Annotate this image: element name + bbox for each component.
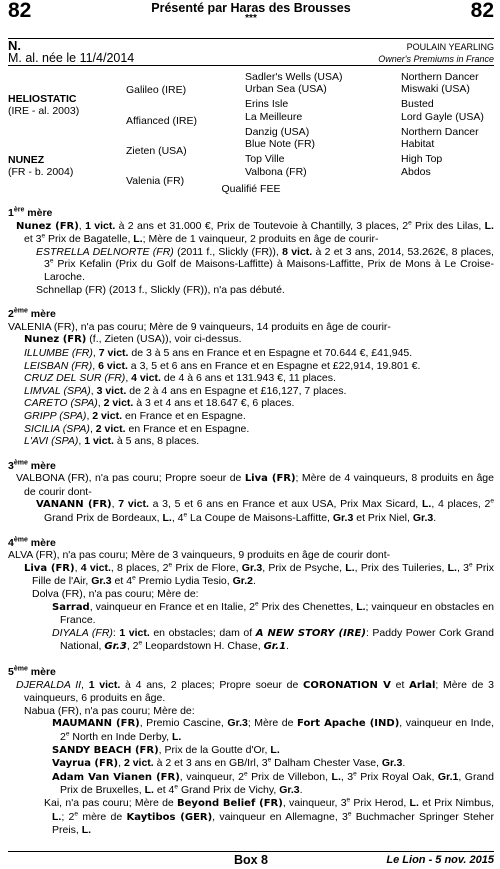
horse-name: N. <box>8 38 21 53</box>
paragraph: ALVA (FR), n'a pas couru; Mère de 3 vainqueurs, 9 produits en âge de courir dont- <box>8 549 391 562</box>
paragraph: CARETO (SPA), 2 vict. à 3 et 4 ans et 18.647 €, 6 places. <box>24 397 295 410</box>
sale-type: POULAIN YEARLING <box>406 42 494 52</box>
paragraph: ESTRELLA DELNORTE (FR) (2011 f., Slickly (FR)), 8 vict. à 2 et 3 ans, 2014, 53.262€, 8 places, 3e Prix Kefalin (Prix du Golf de Maisons-Laffitte) à Maisons-Laffitte, Prix de Mons à Le Croise-Laroche. <box>36 245 494 283</box>
paragraph: DIYALA (FR): 1 vict. en obstacles; dam of A NEW STORY (IRE): Paddy Power Cork Grand National, Gr.3, 2e Leopardstown H. Chase, Gr.1. <box>52 626 494 653</box>
qualified-note: Qualifié FEE <box>221 183 281 195</box>
horse-info: M. al. née le 11/4/2014 <box>8 51 135 65</box>
paragraph: LEISBAN (FR), 6 vict. a 3, 5 et 6 ans en France et en Espagne et £22,914, 19.801 €. <box>24 359 421 372</box>
pedigree-g4-3: Busted <box>401 98 434 110</box>
pedigree-g4-4: Lord Gayle (USA) <box>401 111 484 123</box>
paragraph: CRUZ DEL SUR (FR), 4 vict. de 4 à 6 ans et 131.943 €, 11 places. <box>24 372 336 385</box>
paragraph: Liva (FR), 4 vict., 8 places, 2e Prix de Flore, Gr.3, Prix de Psyche, L., Prix des Tuileries, L., 3e Prix Fille de l'Air, Gr.3 et 4e Premio Lydia Tesio, Gr.2. <box>24 561 494 588</box>
pedigree-g4-2: Miswaki (USA) <box>401 83 470 95</box>
section-fourth-dam <box>8 537 494 654</box>
section-first-dam <box>8 207 494 296</box>
pedigree-g2-1: Galileo (IRE) <box>126 84 187 96</box>
paragraph: DJERALDA II, 1 vict. à 4 ans, 2 places; Propre soeur de CORONATION V et Arlal; Mère de 3 vainqueurs, 6 produits en âge. <box>16 678 494 705</box>
pedigree-g2-3: Zieten (USA) <box>126 145 187 157</box>
pedigree-g4-1: Northern Dancer <box>401 71 479 83</box>
page-footer <box>8 851 494 865</box>
paragraph: VALENIA (FR), n'a pas couru; Mère de 9 vainqueurs, 14 produits en âge de courir- <box>8 320 391 333</box>
paragraph: SICILIA (SPA), 2 vict. en France et en Espagne. <box>24 422 250 435</box>
sire-info: (IRE - al. 2003) <box>8 105 80 117</box>
pedigree-table <box>8 71 494 205</box>
catalogue-page <box>8 0 494 869</box>
paragraph: Dolva (FR), n'a pas couru; Mère de: <box>32 588 199 601</box>
pedigree-g4-5: Northern Dancer <box>401 126 479 138</box>
pedigree-g3-7: Top Ville <box>245 153 285 165</box>
stars: *** <box>245 13 257 24</box>
section-heading: 5ème mère <box>8 665 56 678</box>
pedigree-g3-5: Danzig (USA) <box>245 126 310 138</box>
section-fifth-dam <box>8 666 494 837</box>
paragraph: VANANN (FR), 7 vict. a 3, 5 et 6 ans en France et aux USA, Prix Max Sicard, L., 4 places, 2e Grand Prix de Bordeaux, L., 4e La Coupe de Maisons-Laffitte, Gr.3 et Prix Niel, Gr.3. <box>36 497 494 525</box>
paragraph: ILLUMBE (FR), 7 vict. de 3 à 5 ans en France et en Espagne et 70.644 €, £41,945. <box>24 346 413 359</box>
section-heading: 2ème mère <box>8 307 56 321</box>
paragraph: SANDY BEACH (FR), Prix de la Goutte d'Or, L. <box>52 743 280 756</box>
pedigree-g3-2: Urban Sea (USA) <box>245 83 327 95</box>
premiums-note: Owner's Premiums in France <box>378 54 494 64</box>
paragraph: Sarrad, vainqueur en France et en Italie, 2e Prix des Chenettes, L.; vainqueur en obstacles en France. <box>52 600 495 627</box>
lot-number-left: 82 <box>8 0 32 22</box>
section-second-dam <box>8 308 494 448</box>
section-heading: 1ère mère <box>8 206 53 219</box>
pedigree-g3-4: La Meilleure <box>245 111 303 123</box>
pedigree-g3-1: Sadler's Wells (USA) <box>245 71 343 83</box>
paragraph: Kai, n'a pas couru; Mère de Beyond Belief (FR), vainqueur, 3e Prix Herod, L. et Prix Nimbus, L.; 2e mère de Kaytibos (GER), vainqueur en Allemagne, 3e Buchmacher Springer Steher Preis, L. <box>44 796 495 837</box>
paragraph: Nabua (FR), n'a pas couru; Mère de: <box>24 704 195 717</box>
paragraph: Vayrua (FR), 2 vict. à 2 et 3 ans en GB/Irl, 3e Dalham Chester Vase, Gr.3. <box>52 756 406 770</box>
dam-name: NUNEZ <box>8 154 45 166</box>
page-header <box>8 0 494 28</box>
paragraph: MAUMANN (FR), Premio Cascine, Gr.3; Mère de Fort Apache (IND), vainqueur en Inde, 2e North en Inde Derby, L. <box>52 717 494 743</box>
section-heading: 3ème mère <box>8 459 56 472</box>
paragraph: Adam Van Vianen (FR), vainqueur, 2e Prix de Villebon, L., 3e Prix Royal Oak, Gr.1, Grand Prix de Bruxelles, L. et 4e Grand Prix de Vichy, Gr.3. <box>52 770 494 797</box>
box-number: Box 8 <box>233 853 269 867</box>
pedigree-g4-6: Habitat <box>401 138 435 150</box>
paragraph: L'AVI (SPA), 1 vict. à 5 ans, 8 places. <box>24 435 200 448</box>
dam-info: (FR - b. 2004) <box>8 166 74 178</box>
paragraph: VALBONA (FR), n'a pas couru; Propre soeur de Liva (FR); Mère de 4 vainqueurs, 8 produits en âge de courir dont- <box>16 472 494 498</box>
horse-identity <box>8 38 494 66</box>
lot-number-right: 82 <box>470 0 494 22</box>
pedigree-g3-3: Erins Isle <box>245 98 289 110</box>
paragraph: LIMVAL (SPA), 3 vict. de 2 à 4 ans en Espagne et £16,127, 7 places. <box>24 384 347 397</box>
sale-place-date: Le Lion - 5 nov. 2015 <box>386 854 494 866</box>
paragraph: Schnellap (FR) (2013 f., Slickly (FR)), n'a pas débuté. <box>36 283 285 296</box>
pedigree-g2-4: Valenia (FR) <box>126 175 185 187</box>
section-third-dam <box>8 460 494 525</box>
pedigree-g2-2: Affianced (IRE) <box>126 115 198 127</box>
paragraph: GRIPP (SPA), 2 vict. en France et en Espagne. <box>24 409 246 422</box>
pedigree-g4-8: Abdos <box>401 166 431 178</box>
section-heading: 4ème mère <box>8 536 56 549</box>
sire-name: HELIOSTATIC <box>8 93 77 105</box>
pedigree-g4-7: High Top <box>401 153 443 165</box>
pedigree-g3-6: Blue Note (FR) <box>245 138 316 150</box>
paragraph: Nunez (FR), 1 vict. à 2 ans et 31.000 €, Prix de Toutevoie à Chantilly, 3 places, 2e Prix des Lilas, L. et 3e Prix de Bagatelle, L.; Mère de 1 vainqueur, 2 produits en âge de courir- <box>16 219 494 246</box>
pedigree-g3-8: Valbona (FR) <box>245 166 307 178</box>
presenter: Présenté par Haras des Brousses <box>151 1 351 15</box>
paragraph: Nunez (FR) (f., Zieten (USA)), voir ci-dessus. <box>24 333 242 346</box>
